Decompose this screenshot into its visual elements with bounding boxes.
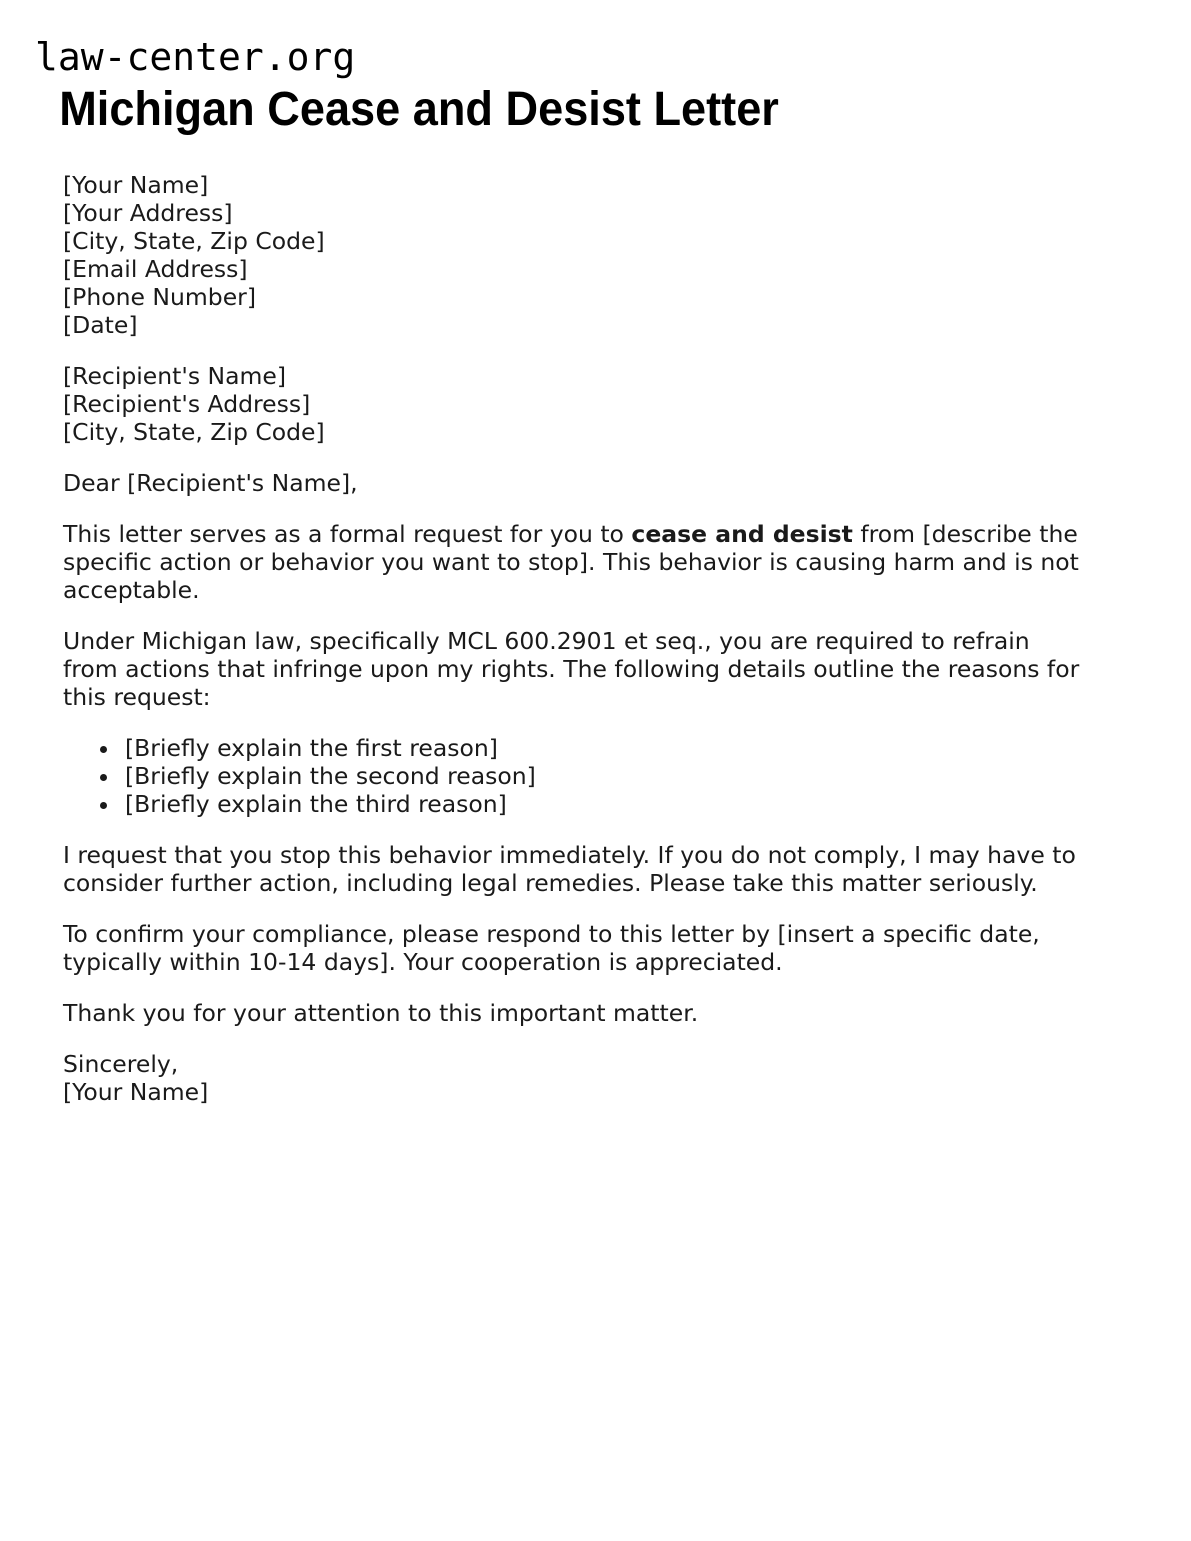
cease-and-desist-emphasis: cease and desist	[631, 519, 853, 548]
recipient-address-line: [City, State, Zip Code]	[63, 417, 325, 446]
sender-address-line: [Phone Number]	[63, 282, 257, 311]
paragraph-text-before-bold: This letter serves as a formal request for you to	[63, 519, 632, 548]
sender-address-line: [Date]	[63, 310, 138, 339]
sender-address-block	[63, 171, 1085, 339]
reasons-list	[63, 734, 1085, 818]
letter-body	[0, 171, 1085, 1106]
recipient-address-line: [Recipient's Address]	[63, 389, 311, 418]
salutation: Dear [Recipient's Name],	[63, 468, 358, 497]
paragraph-request	[63, 520, 1085, 604]
sender-address-line: [City, State, Zip Code]	[63, 226, 325, 255]
list-item: • [Briefly explain the second reason]	[121, 762, 1085, 790]
paragraph-thanks: Thank you for your attention to this important matter.	[63, 998, 699, 1027]
sender-address-line: [Your Name]	[63, 170, 209, 199]
closing-salutation: Sincerely,	[63, 1049, 179, 1078]
paragraph-demand: I request that you stop this behavior immediately. If you do not comply, I may have to consider further action, including legal remedies. Please take this matter seriously.	[63, 840, 1076, 897]
signature-name: [Your Name]	[63, 1077, 209, 1106]
paragraph-response-deadline: To confirm your compliance, please respond to this letter by [insert a specific date, typically within 10-14 days]. Your cooperation is appreciated.	[63, 919, 1040, 976]
list-item: • [Briefly explain the first reason]	[121, 734, 1085, 762]
recipient-address-block	[63, 362, 1085, 446]
paragraph-text-after-bold: from [describe the specific action or behavior you want to stop]. This behavior is causing harm and is not acceptable.	[63, 519, 1079, 604]
closing-block	[63, 1050, 1085, 1106]
site-name: law-center.org	[35, 35, 356, 79]
list-item: • [Briefly explain the third reason]	[121, 790, 1085, 818]
page-title: Michigan Cease and Desist Letter	[59, 83, 779, 136]
recipient-address-line: [Recipient's Name]	[63, 361, 287, 390]
paragraph-legal-basis: Under Michigan law, specifically MCL 600.2901 et seq., you are required to refrain from actions that infringe upon my rights. The following details outline the reasons for this request:	[63, 626, 1080, 711]
sender-address-line: [Your Address]	[63, 198, 233, 227]
sender-address-line: [Email Address]	[63, 254, 248, 283]
